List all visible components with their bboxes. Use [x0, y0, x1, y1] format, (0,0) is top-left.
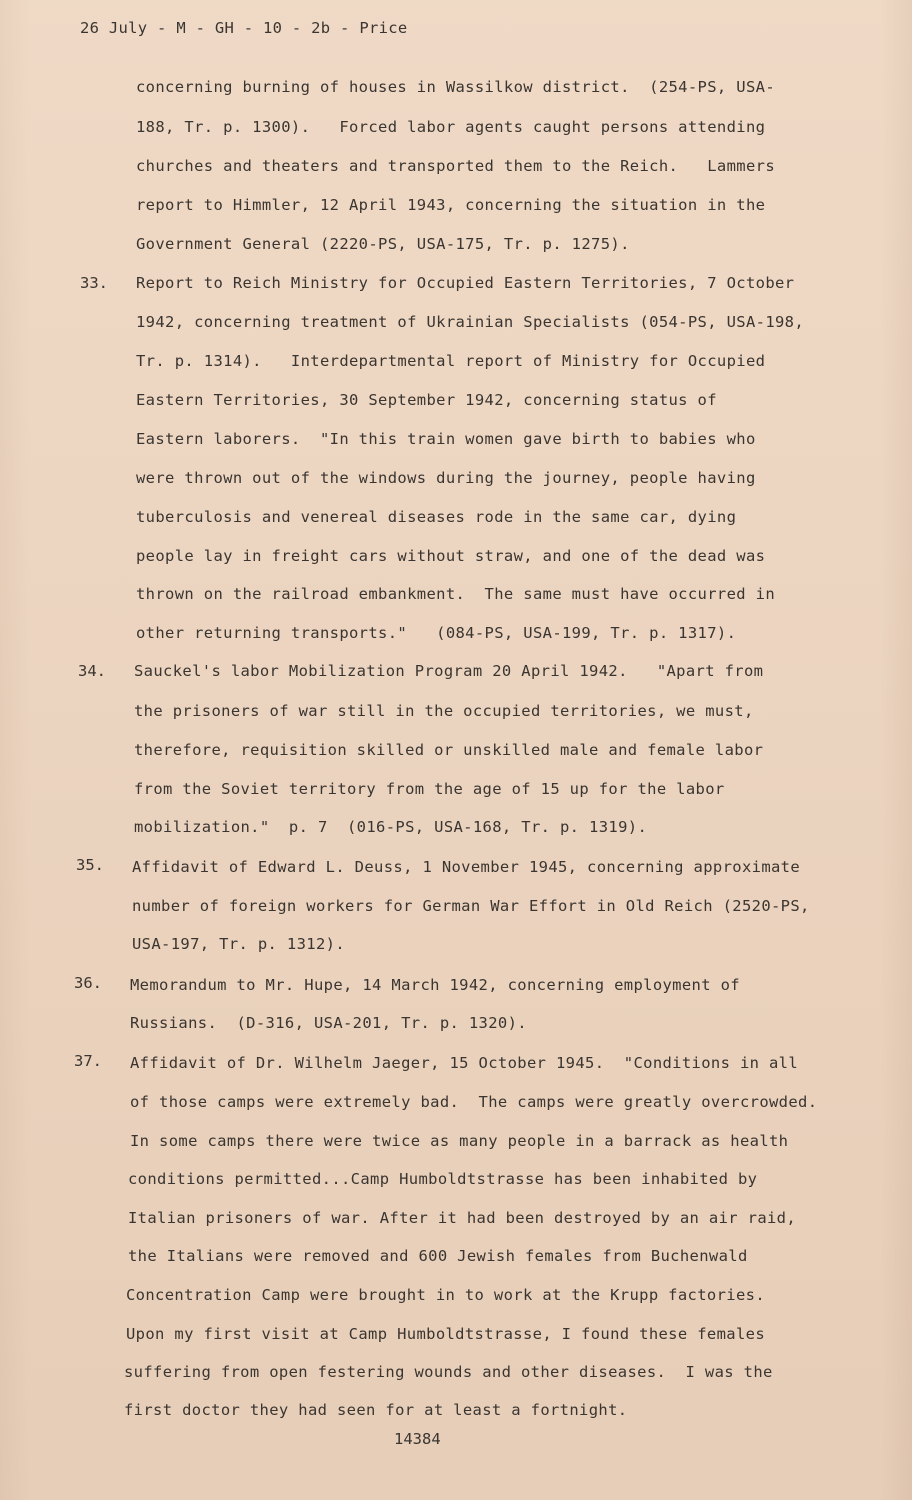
body-line: Affidavit of Dr. Wilhelm Jaeger, 15 October 1945. "Conditions in all — [130, 1054, 799, 1072]
body-line: Upon my first visit at Camp Humboldtstrasse, I found these females — [126, 1325, 765, 1343]
body-line: Report to Reich Ministry for Occupied Eastern Territories, 7 October — [136, 274, 795, 292]
body-line: Russians. (D-316, USA-201, Tr. p. 1320). — [130, 1014, 527, 1032]
body-line: Eastern laborers. "In this train women gave birth to babies who — [136, 430, 756, 448]
body-line: USA-197, Tr. p. 1312). — [132, 935, 345, 953]
body-line: concerning burning of houses in Wassilkow district. (254-PS, USA- — [136, 78, 775, 96]
body-line: other returning transports." (084-PS, USA-199, Tr. p. 1317). — [136, 624, 737, 642]
item-number: 34. — [78, 662, 106, 680]
body-line: Government General (2220-PS, USA-175, Tr. p. 1275). — [136, 235, 630, 253]
page-header: 26 July - M - GH - 10 - 2b - Price — [80, 19, 408, 37]
body-line: tuberculosis and venereal diseases rode in the same car, dying — [136, 508, 737, 526]
body-line: Tr. p. 1314). Interdepartmental report of Ministry for Occupied — [136, 352, 766, 370]
body-line: were thrown out of the windows during the journey, people having — [136, 469, 756, 487]
body-line: the Italians were removed and 600 Jewish females from Buchenwald — [128, 1247, 748, 1265]
item-number: 37. — [74, 1052, 102, 1070]
body-line: therefore, requisition skilled or unskilled male and female labor — [134, 741, 764, 759]
body-line: the prisoners of war still in the occupied territories, we must, — [134, 702, 754, 720]
body-line: people lay in freight cars without straw, and one of the dead was — [136, 547, 766, 565]
item-number: 35. — [76, 856, 104, 874]
body-line: mobilization." p. 7 (016-PS, USA-168, Tr. p. 1319). — [134, 818, 648, 836]
body-line: churches and theaters and transported them to the Reich. Lammers — [136, 157, 775, 175]
body-line: of those camps were extremely bad. The camps were greatly overcrowded. — [130, 1093, 818, 1111]
body-line: Concentration Camp were brought in to work at the Krupp factories. — [126, 1286, 765, 1304]
body-line: report to Himmler, 12 April 1943, concerning the situation in the — [136, 196, 766, 214]
body-line: thrown on the railroad embankment. The same must have occurred in — [136, 585, 775, 603]
body-line: 1942, concerning treatment of Ukrainian Specialists (054-PS, USA-198, — [136, 313, 805, 331]
body-line: In some camps there were twice as many people in a barrack as health — [130, 1132, 789, 1150]
body-line: first doctor they had seen for at least a fortnight. — [124, 1401, 628, 1419]
body-line: Sauckel's labor Mobilization Program 20 April 1942. "Apart from — [134, 662, 764, 680]
body-line: Memorandum to Mr. Hupe, 14 March 1942, concerning employment of — [130, 976, 740, 994]
item-number: 33. — [80, 274, 108, 292]
body-line: conditions permitted...Camp Humboldtstrasse has been inhabited by — [128, 1170, 758, 1188]
body-line: 188, Tr. p. 1300). Forced labor agents caught persons attending — [136, 118, 766, 136]
body-line: Affidavit of Edward L. Deuss, 1 November 1945, concerning approximate — [132, 858, 801, 876]
item-number: 36. — [74, 974, 102, 992]
body-line: from the Soviet territory from the age of 15 up for the labor — [134, 780, 725, 798]
page-number: 14384 — [394, 1430, 441, 1448]
body-line: Eastern Territories, 30 September 1942, concerning status of — [136, 391, 717, 409]
body-line: suffering from open festering wounds and other diseases. I was the — [124, 1363, 773, 1381]
body-line: Italian prisoners of war. After it had been destroyed by an air raid, — [128, 1209, 797, 1227]
body-line: number of foreign workers for German War Effort in Old Reich (2520-PS, — [132, 897, 810, 915]
